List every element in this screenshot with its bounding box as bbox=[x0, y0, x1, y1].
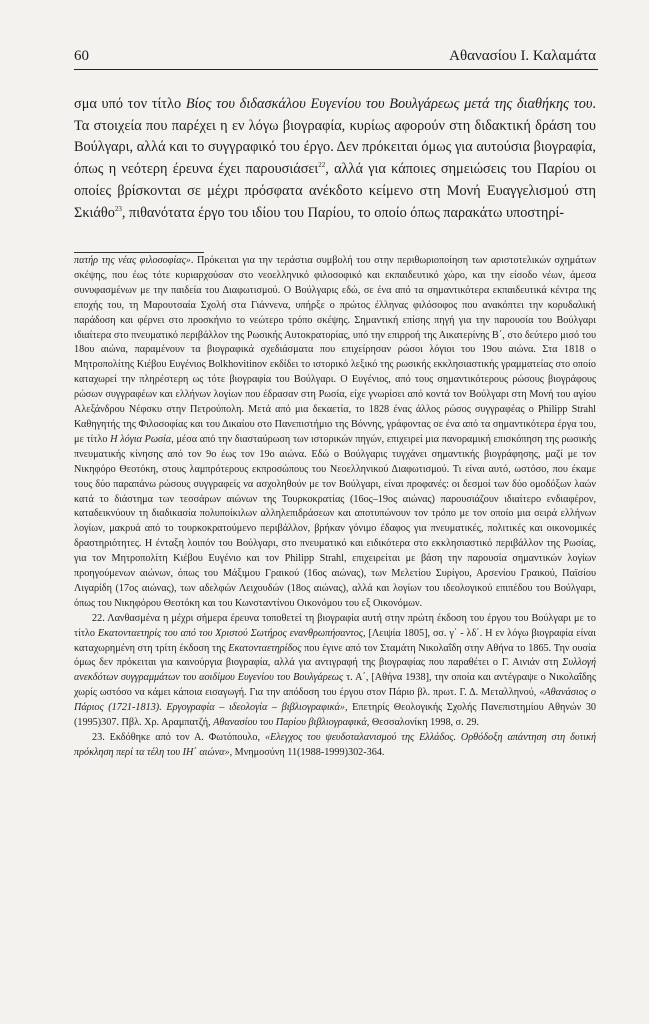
body-text: , αλλά για κάποιες σημειώσεις του Παρίου οι οποίες βρίσκονται σε μέχρι πρόσφατα ανέκδοτο κείμενο στη Μονή Ευαγγελισμού στη Σκιάθο bbox=[74, 161, 596, 221]
footnote-italic: Η λόγια Ρωσία bbox=[110, 433, 172, 445]
footnote-22 bbox=[74, 612, 596, 731]
body-text: . Τα στοιχεία που παρέχει η εν λόγω βιογραφία, κυρίως αφορούν στη διδακτική δράση του Βούλγαρι, αλλά και το συγγραφικό του έργο. Δεν πρόκειται όμως για αυτούσια βιογραφία, όπως η νεότερη έρευνα έχει παρουσιάσει bbox=[74, 96, 596, 178]
footnote-ref-23[interactable]: 23 bbox=[114, 204, 122, 213]
footnote-text: Εκδόθηκε από τον Α. Φωτόπουλο, bbox=[104, 732, 265, 743]
footnote-text: τ. Α΄, [Αθήνα 1938], την οποία και αντέγραψε ο Νικολαΐδης χωρίς ωστόσο να κάμει κάποια εισαγωγή. Για την απόδοση του έργου στον Πάριο βλ. πρωτ. Γ. Δ. Μεταλληνού, bbox=[74, 672, 597, 699]
footnote-text: . Πρόκειται για την τεράστια συμβολή του στην περιθωριοποίηση των αριστοτελικών σχημάτων σκέψης, που έως τότε κυριαρχούσαν στο νεοελληνικό φιλοσοφικό και εκπαιδευτικό χώρο, και την είσοδο νέων, άμεσα συνυφασμένων με την παιδεία του Διαφωτισμού. Ο Βούλγαρις εδώ, σε ένα από τα σημαντικότερα εκπαιδευτικά κέντρα της εποχής του, τη Μαρουτσαία Σχολή στα Γιάννενα, υπήρξε ο πρώτος έλληνας φιλόσοφος που ανακόπτει την κορυδαλική παράδοση και φέρνει στο προσκήνιο το νεώτερο τρόπο σκέψης. Σημαντική επίσης πηγή για την παρουσία του Βούλγαρι ιδιαίτερα στο πνευματικό περιβάλλον της Ρωσικής Αυτοκρατορίας, υπό την επιρροή της Αικατερίνης Β΄, στο δεύτερο μισό του 18ου αιώνα, παραμένουν τα βιογραφικά σχεδιάσματα που επιχείρησαν ρώσοι λόγιοι του 19ου αιώνα. Στα 1818 ο Μητροπολίτης Κιέβου Ευγένιος Bolkhovitinov εκδίδει το ιστορικό λεξικό της ρωσικής εκκλησιαστικής γραμματείας στο οποίο καταχωρεί την πληρέστερη ως τότε βιογραφία του Βούλγαρι. Ο Ευγένιος, από τους σημαντικότερους ρώσους βιογράφους ρώσων συγγραφέων και ελλήνων λογίων που έδρασαν στη Ρωσία, είχε γνωρίσει από κοντά τον Βούλγαρι στη Μονή του αγίου Αλεξάνδρου Νέφσκυ στην Πετρούπολη. Μετά από μια δεκαετία, το 1828 ένας άλλος ρώσος συγγραφέας ο Philipp Strahl Καθηγητής της Φιλοσοφίας και του Δικαίου στο Πανεπιστήμιο της Βόννης, γράφοντας σε ένα από τα σημαντικότερα έργα του, με τίτλο bbox=[74, 255, 596, 445]
footnote-continued bbox=[74, 254, 596, 612]
footnote-text: , [Λειψία 1805], σσ. γ΄ - λδ΄. Η εν λόγω βιογραφία είναι καταχωρημένη στη τρίτη έκδοση της bbox=[74, 627, 596, 654]
footnote-text: , Επετηρίς Θεολογικής Σχολής Πανεπιστημίου Αθηνών 30 (1995)307. Πβλ. Χρ. Αραμπατζή, bbox=[74, 702, 597, 729]
footnote-separator bbox=[74, 252, 204, 253]
footnote-text: Λανθασμένα η μέχρι σήμερα έρευνα τοποθετεί τη βιογραφία αυτή στην πρώτη έκδοση του έργου του Βούλγαρι με το τίτλο bbox=[74, 612, 596, 639]
footnote-italic: πατήρ της νέας φιλοσοφίας» bbox=[74, 255, 191, 266]
footnote-italic: Συλλογή ανεκδότων συγγραμμάτων του αοιδίμου Ευγενίου του Βουλγάρεως bbox=[74, 657, 596, 684]
footnote-number: 22. bbox=[92, 612, 105, 624]
footnote-italic: Εκατονταετηρίδος bbox=[228, 642, 302, 654]
footnote-ref-22[interactable]: 22 bbox=[318, 161, 326, 170]
footnote-text: που έγινε από τον Σταμάτη Νικολαΐδη στην Αθήνα το 1865. Την ουσία όμως δεν πρόκειται για καινούργια βιογραφία, αλλά για αντιγραφή της βιογραφίας που παραθέτει ο Γ. Αινιάν στη bbox=[74, 642, 597, 669]
main-paragraph bbox=[74, 94, 596, 224]
body-text: σμα υπό τον τίτλο bbox=[74, 96, 186, 112]
footnote-italic: «Αθανάσιος ο Πάριος (1721-1813). Εργογραφία – ιδεολογία – βιβλιογραφικά» bbox=[74, 687, 596, 714]
footnote-italic: «Ελεγχος του ψευδοταλανισμού της Ελλάδος. Ορθόδοξη απάντηση στη δυτική πρόκληση περί τα τέλη του ΙΗ΄ αιώνα» bbox=[74, 732, 597, 758]
header-rule bbox=[74, 69, 598, 70]
page-number: 60 bbox=[74, 48, 89, 64]
body-title-italic: Βίος του διδασκάλου Ευγενίου του Βουλγάρεως μετά της διαθήκης του bbox=[185, 96, 593, 112]
footnote-text: , Μνημοσύνη 11(1988-1999)302-364. bbox=[229, 746, 385, 758]
footnotes-section bbox=[74, 254, 596, 761]
footnote-text: , Θεσσαλονίκη 1998, σ. 29. bbox=[366, 717, 479, 729]
running-head: Αθανασίου Ι. Καλαμάτα bbox=[449, 48, 596, 64]
footnote-italic: Εκατονταετηρίς του από του Χριστού Σωτήρος ενανθρωπήσαντος bbox=[97, 627, 364, 639]
footnote-italic: Αθανασίου του Παρίου βιβλιογραφικά bbox=[213, 717, 367, 729]
footnote-number: 23. bbox=[92, 732, 105, 743]
page-header bbox=[74, 48, 596, 68]
footnote-23 bbox=[74, 731, 596, 761]
body-text: , πιθανότατα έργο του ιδίου του Παρίου, το οποίο όπως παρακάτω υποστηρί- bbox=[121, 204, 565, 221]
footnote-text: , μέσα από την διασταύρωση των ιστορικών πηγών, επιχειρεί μια πανοραμική επισκόπηση της ρωσικής πνευματικής κίνησης από τον 9ο έως τον 19ο αιώνα. Εδώ ο Βούλγαρις τυγχάνει σημαντικής βιογράφησης, μαζί με τον Νικηφόρο Θεοτόκη, στους λαμπρότερους εκπροσώπους του Νεοελληνικού Διαφωτισμού. Τι είναι αυτό, ωστόσο, που έκαμε τους δύο παραπάνω ρώσους συγγραφείς να ασχοληθούν με τον Βούλγαρι, είναι προφανές: οι δεσμοί των δύο ομοδόξων λαών κατά το διάστημα των τεσσάρων αιώνων της Τουρκοκρατίας (16ος–19ος αιώνας) παρουσιάζουν ιδιαίτερο ενδιαφέρον, καταδεικνύουν τη διαδικασία πολυποίκιλων αλληλεπιδράσεων και αποτυπώνουν τον τρόπο με τον οποίο μια σειρά ελλήνων λογίων, μακρυά από το τουρκοκρατούμενο περιβάλλον, βρήκαν γόνιμο έδαφος για πνευματικές, πολιτικές και οικονομικές δραστηριότητες. Η ένταξη λοιπόν του Βούλγαρι, στο πνευματικό και ειδικότερα στο εκκλησιαστικό περιβάλλον της Ρωσίας, για τον Μητροπολίτη Κιέβου Ευγένιο και τον Philipp Strahl, επιχειρείται με βάση την παρουσία σημαντικών λογίων προηγούμενων αιώνων, όπως του Μάξιμου Γραικού (16ος αιώνας), των Μελετίου Συρίγου, Αρσενίου Γραικού, Παϊσίου Λιγαρίδη (17ος αιώνας), των αδελφών Λειχουδών (18ος αιώνας), αλλά και λογίων του ιδεολογικού επιπέδου του Βούλγαρι, όπως του Νικηφόρου Θεοτόκη και του Κωνσταντίνου Οικονόμου του εξ Οικονόμων. bbox=[74, 433, 596, 609]
